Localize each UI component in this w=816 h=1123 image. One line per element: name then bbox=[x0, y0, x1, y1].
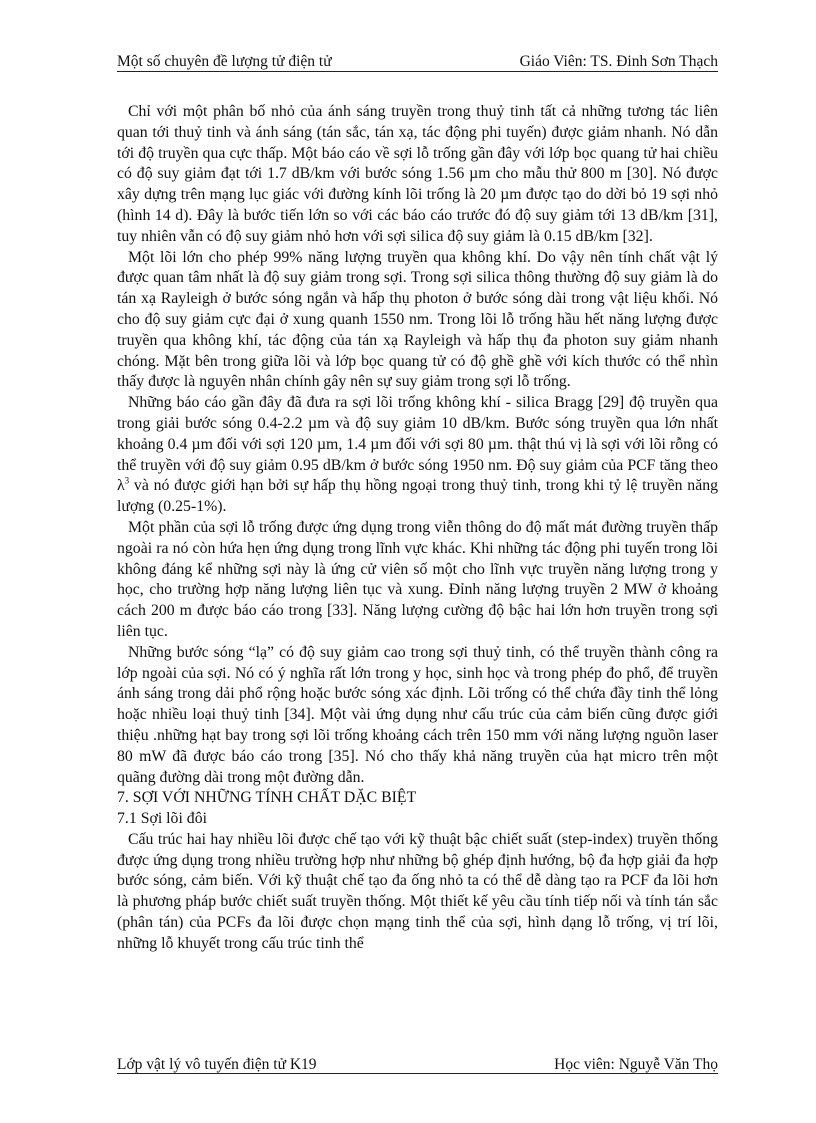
header-teacher: Giáo Viên: TS. Đinh Sơn Thạch bbox=[519, 53, 718, 70]
page-footer bbox=[117, 1055, 718, 1074]
paragraph-dual-core: Cấu trúc hai hay nhiều lõi được chế tạo với kỹ thuật bậc chiết suất (step-index) truyền thống được ứng dụng trong nhiều trường hợp như những bộ ghép định hướng, bộ đa hợp giải đa hợp bước sóng, cảm biến. Với kỹ thuật chế tạo đa ống nhỏ ta có thể dễ dàng tạo ra PCF đa lõi hơn là phương pháp bước chiết suất truyền thống. Một thiết kế yêu cầu tính tiếp nối và tính tán sắc (phân tán) của PCFs đa lõi được chọn mạng tinh thể của sợi, hình dạng lỗ trống, vị trí lõi, những lỗ khuyết trong cấu trúc tinh thể bbox=[117, 830, 718, 952]
page-header bbox=[117, 49, 718, 72]
paragraph-large-core: Một lõi lớn cho phép 99% năng lượng truyền qua không khí. Do vậy nên tính chất vật lý được quan tâm nhất là độ suy giảm trong sợi. Trong sợi silica thông thường độ suy giảm là do tán xạ Rayleigh ở bước sóng ngắn và hấp thụ photon ở bước sóng dài trong vật liệu khối. Nó cho độ suy giảm cực đại ở xung quanh 1550 nm. Trong lõi lỗ trống hầu hết năng lượng được truyền qua không khí, tác động của tán xạ Rayleigh và hấp thụ đa photon suy giảm nhanh chóng. Mặt bên trong giữa lõi và lớp bọc quang tử có độ ghề ghề với kích thước có thể nhìn thấy được là nguyên nhân chính gây nên sự suy giảm trong sợi lỗ trống. bbox=[117, 248, 718, 391]
lambda-exponent: 3 bbox=[124, 476, 130, 487]
paragraph-bragg-fiber-tail: và nó được giới hạn bởi sự hấp thụ hồng ngoại trong thuỷ tinh, trong khi tỷ lệ truyền năng lượng (0.25-1%). bbox=[117, 477, 718, 516]
paragraph-unusual-wavelengths: Những bước sóng “lạ” có độ suy giảm cao trong sợi thuỷ tinh, có thể truyền thành công ra lớp ngoài của sợi. Nó có ý nghĩa rất lớn trong y học, sinh học và trong phép đo phổ, để truyền ánh sáng trong dải phổ rộng hoặc bước sóng xác định. Lõi trống có thể chứa đầy tinh thể lỏng hoặc nhiều loại thuỷ tinh [34]. Một vài ứng dụng như cấu trúc của cảm biến cũng được giới thiệu .những hạt bay trong sợi lõi trống khoảng cách trên 150 mm với năng lượng nguồn laser 80 mW đã được báo cáo trong [35]. Nó cho thấy khả năng truyền của hạt micro trên một quãng đường dài trong một đường dẫn. bbox=[117, 643, 718, 786]
footer-student: Học viên: Nguyễ Văn Thọ bbox=[554, 1056, 718, 1073]
header-course-title: Một số chuyên đề lượng tử điện tử bbox=[117, 53, 332, 70]
paragraph-hollow-core-loss: Chỉ với một phân bố nhỏ của ánh sáng truyền trong thuỷ tinh tất cả những tương tác liên quan tới thuỷ tinh và ánh sáng (tán sắc, tán xạ, tác động phi tuyến) được giảm nhanh. Nó dẫn tới độ truyền qua cực thấp. Một báo cáo về sợi lỗ trống gần đây với lớp bọc quang tử hai chiều có độ suy giảm đạt tới 1.7 dB/km với bước sóng 1.56 µm cho mẫu thử 800 m [30]. Nó được xây dựng trên mạng lục giác với đường kính lõi trống là 20 µm được tạo do dời bỏ 19 sợi nhỏ (hình 14 d). Đây là bước tiến lớn so với các báo cáo trước đó độ suy giảm tới 13 dB/km [31], tuy nhiên vẫn có độ suy giảm nhỏ hơn với sợi silica độ suy giảm là 0.15 dB/km [32]. bbox=[117, 103, 718, 245]
document-body bbox=[117, 102, 718, 955]
subsection-heading: 7.1 Sợi lõi đôi bbox=[117, 810, 207, 828]
paragraph-bragg-fiber-text: Những báo cáo gần đây đã đưa ra sợi lõi trống không khí - silica Bragg [29] độ truyền qua trong giải bước sóng 0.4-2.2 µm và độ suy giảm 10 dB/km. Bước sóng truyền qua lớn nhất khoảng 0.4 µm đối với sợi 120 µm, 1.4 µm đối với sợi 80 µm. thật thú vị là sợi với lõi rỗng có thể truyền với độ suy giảm 0.95 dB/km ở bước sóng 1950 nm. Độ suy giảm của PCF tăng theo λ bbox=[117, 394, 718, 495]
paragraph-telecom-applications: Một phần của sợi lỗ trống được ứng dụng trong viễn thông do độ mất mát đường truyền thấp ngoài ra nó còn hứa hẹn ứng dụng trong lĩnh vực khác. Khi những tác động phi tuyến trong lõi không đáng kể những sợi này là ứng cử viên số một cho lĩnh vực truyền năng lượng trong y học, cho trường hợp năng lượng liên tục và xung. Đỉnh năng lượng truyền 2 MW ở khoảng cách 200 m được báo cáo trong [33]. Năng lượng cường độ bậc hai lớn hơn truyền trong sợi liên tục. bbox=[117, 518, 718, 640]
section-heading: 7. SỢI VỚI NHỮNG TÍNH CHẤT DẶC BIỆT bbox=[117, 789, 417, 807]
paragraph-bragg-fiber bbox=[117, 393, 718, 518]
footer-class: Lớp vật lý vô tuyến điện tử K19 bbox=[117, 1056, 317, 1073]
